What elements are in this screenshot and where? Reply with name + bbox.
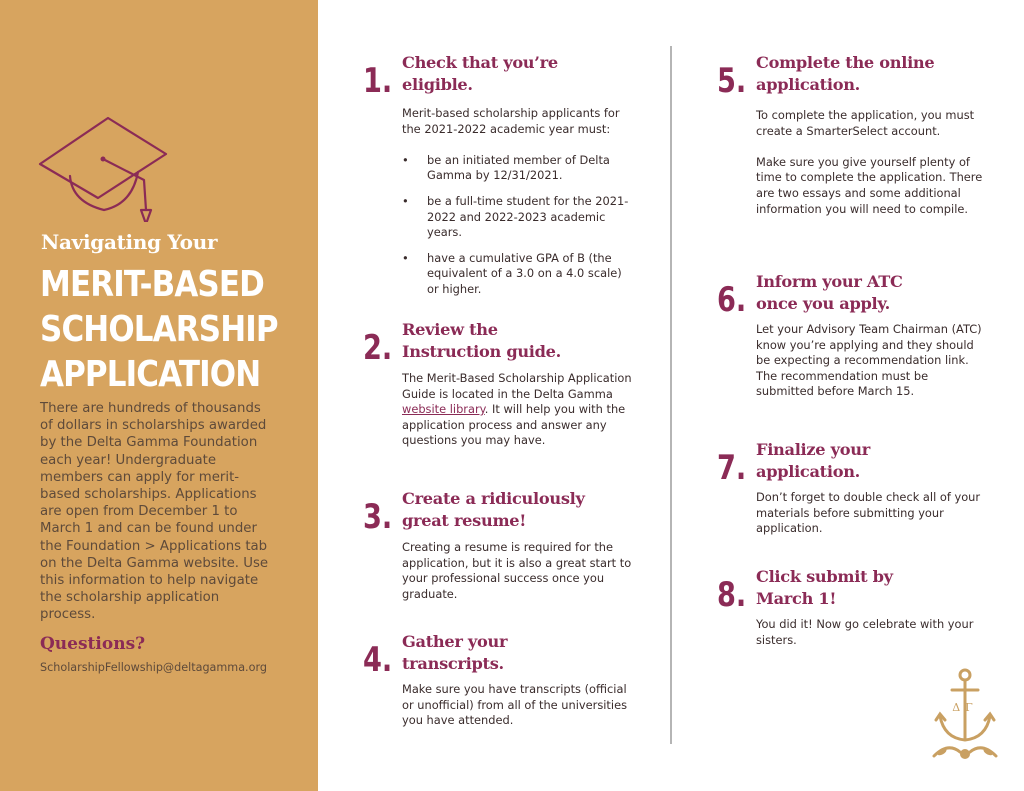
step-heading: Inform your ATC once you apply. (756, 272, 903, 313)
step-heading: Review the Instruction guide. (402, 320, 562, 361)
logo-letters: ΔΓ (952, 701, 978, 714)
step-body: Let your Advisory Team Chairman (ATC) know you’re applying and they should be expecting a recommendation link. The recommendation must be submitted before March 15. (756, 322, 982, 399)
page-title (40, 262, 278, 397)
step-number: 1. (363, 61, 393, 101)
step-body (402, 106, 634, 308)
sidebar (0, 0, 318, 791)
intro-paragraph: There are hundreds of thousands of dollars in scholarships awarded by the Delta Gamma Foundation each year! Undergraduate members can apply for merit-based scholarships. Applications are open from December 1 to March 1 and can be found under the Foundation > Applications tab on the Delta Gamma website. Use this information to help navigate the scholarship application process. (40, 401, 269, 623)
step-number: 4. (363, 640, 393, 680)
step-heading: Complete the online application. (756, 53, 935, 94)
step-body: Make sure you have transcripts (official or unofficial) from all of the universities you have attended. (402, 682, 628, 728)
list-item: • be a full-time student for the 2021-2022 and 2022-2023 academic years. (402, 193, 629, 240)
bullet-icon: • (402, 250, 409, 265)
eligibility-list (402, 153, 634, 298)
step-body: Don’t forget to double check all of your materials before submitting your application. (756, 490, 981, 536)
title-line: MERIT-BASED (40, 264, 264, 305)
step-intro: Merit-based scholarship applicants for the 2021-2022 academic year must: (402, 106, 620, 136)
navigating-heading: Navigating Your (41, 230, 218, 254)
step-body: You did it! Now go celebrate with your sisters. (756, 617, 974, 647)
website-library-link[interactable]: website library (402, 402, 485, 417)
title-line: APPLICATION (40, 354, 261, 395)
step-heading: Check that you’re eligible. (402, 53, 558, 94)
bullet-icon: • (402, 193, 409, 208)
step-body: The Merit-Based Scholarship Application Guide is located in the Delta Gamma website library. It will help you with the application process and answer any questions you may have. (402, 371, 632, 448)
step-number: 6. (717, 280, 747, 320)
step-heading: Finalize your application. (756, 440, 870, 481)
anchor-icon (930, 668, 1000, 764)
step-number: 7. (717, 448, 747, 488)
graduation-cap-icon (36, 112, 170, 222)
step-number: 8. (717, 575, 747, 615)
contact-email: ScholarshipFellowship@deltagamma.org (40, 661, 267, 674)
step-heading: Create a ridiculously great resume! (402, 489, 585, 530)
step-number: 5. (717, 61, 747, 101)
step-heading: Gather your transcripts. (402, 632, 508, 673)
step-heading: Click submit by March 1! (756, 567, 893, 608)
step-body: To complete the application, you must create a SmarterSelect account. Make sure you give yourself plenty of time to complete the application. There are two essays and some additional information you will need to compile. (756, 108, 983, 216)
bullet-icon: • (402, 152, 409, 167)
step-number: 3. (363, 497, 393, 537)
title-line: SCHOLARSHIP (40, 309, 278, 350)
step-body: Creating a resume is required for the application, but it is also a great start to your professional success once you graduate. (402, 540, 632, 601)
list-item: • be an initiated member of Delta Gamma by 12/31/2021. (402, 152, 610, 183)
step-number: 2. (363, 328, 393, 368)
column-divider (670, 46, 672, 744)
questions-heading: Questions? (40, 634, 146, 654)
list-item: • have a cumulative GPA of B (the equivalent of a 3.0 on a 4.0 scale) or higher. (402, 250, 622, 296)
